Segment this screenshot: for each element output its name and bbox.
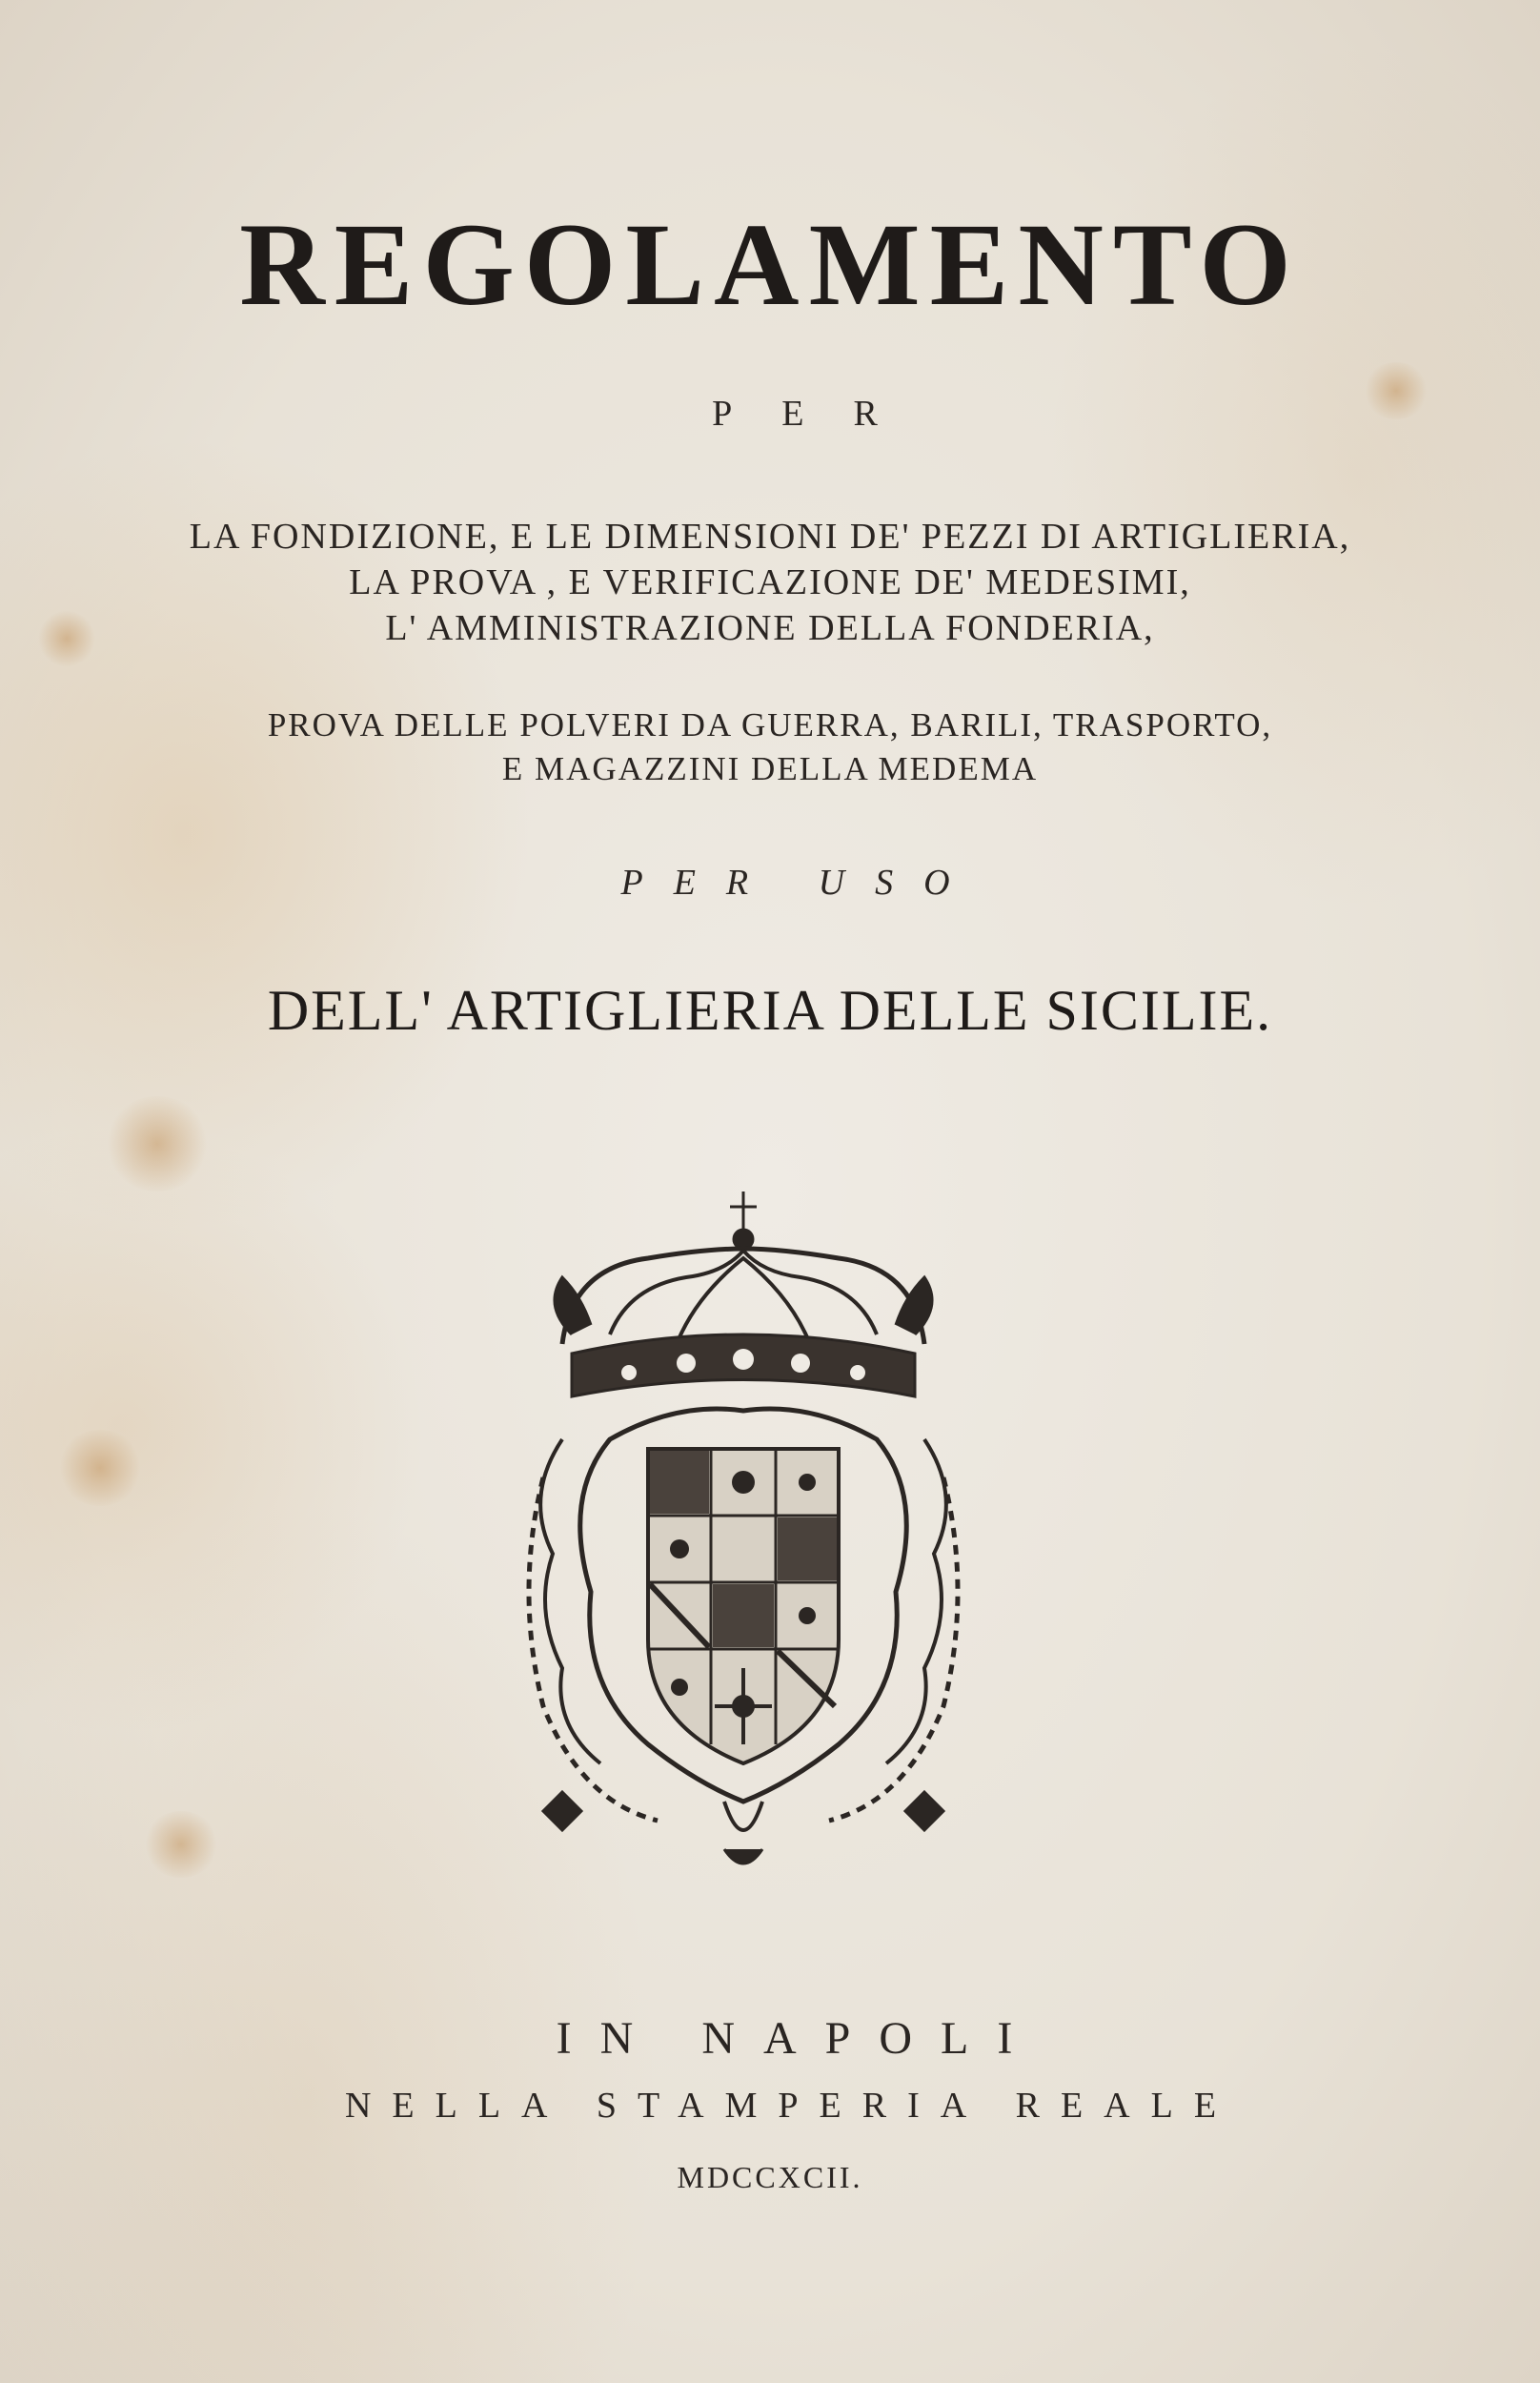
per-line: PER xyxy=(712,394,927,434)
paper-stain xyxy=(105,1096,210,1192)
per-uso-line: PER USO xyxy=(620,863,981,903)
dedication-line: DELL' ARTIGLIERIA DELLE SICILIE. xyxy=(267,979,1273,1042)
subtitle-line-3: L' AMMINISTRAZIONE DELLA FONDERIA, xyxy=(385,608,1155,648)
coat-of-arms-icon xyxy=(505,1192,982,1878)
page-title: REGOLAMENTO xyxy=(239,199,1301,330)
imprint-year: MDCCXCII. xyxy=(677,2160,863,2194)
paper-stain xyxy=(143,1811,219,1878)
subtitle-line-1: LA FONDIZIONE, E LE DIMENSIONI DE' PEZZI DI ARTIGLIERIA, xyxy=(189,517,1351,557)
imprint-printer: NELLA STAMPERIA REALE xyxy=(344,2086,1238,2126)
subtitle-line-4: PROVA DELLE POLVERI DA GUERRA, BARILI, TRASPORTO, xyxy=(267,706,1273,743)
subtitle-line-2: LA PROVA , E VERIFICAZIONE DE' MEDESIMI, xyxy=(349,562,1191,602)
imprint-place: IN NAPOLI xyxy=(556,2013,1042,2064)
paper-stain xyxy=(57,1430,143,1506)
subtitle-line-5: E MAGAZZINI DELLA MEDEMA xyxy=(501,750,1039,787)
